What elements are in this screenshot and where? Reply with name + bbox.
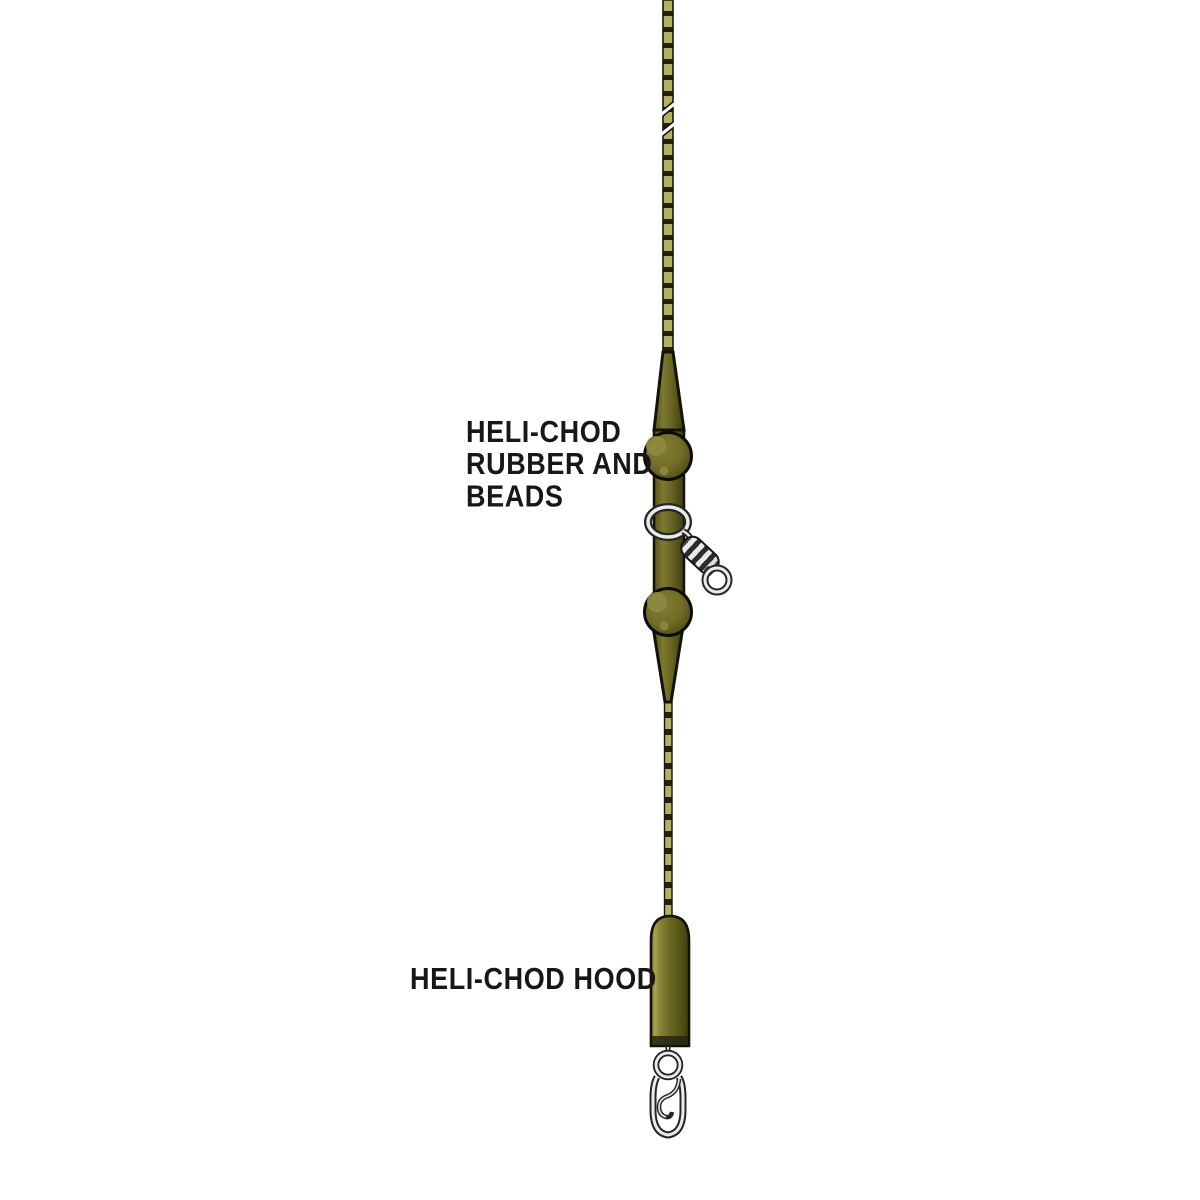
mainline-top	[663, 0, 673, 110]
label-line-3: BEADS	[466, 479, 564, 514]
snap-eye	[656, 1053, 680, 1077]
bottom-bead	[645, 589, 692, 636]
snap-hook-body	[653, 1077, 683, 1135]
leader-line	[665, 701, 673, 925]
top-taper-sleeve	[654, 352, 684, 430]
label-heli-chod-rubber-and-beads	[466, 416, 653, 513]
label-line-2: RUBBER AND	[466, 447, 653, 481]
snap-link	[653, 1046, 683, 1135]
label-line-1: HELI-CHOD	[466, 414, 622, 449]
swivel-eye	[705, 568, 729, 592]
bottom-taper-sleeve	[654, 633, 682, 702]
mainline	[663, 128, 673, 360]
label-heli-chod-hood: HELI-CHOD HOOD	[410, 961, 657, 996]
line-break-mark	[663, 108, 673, 130]
